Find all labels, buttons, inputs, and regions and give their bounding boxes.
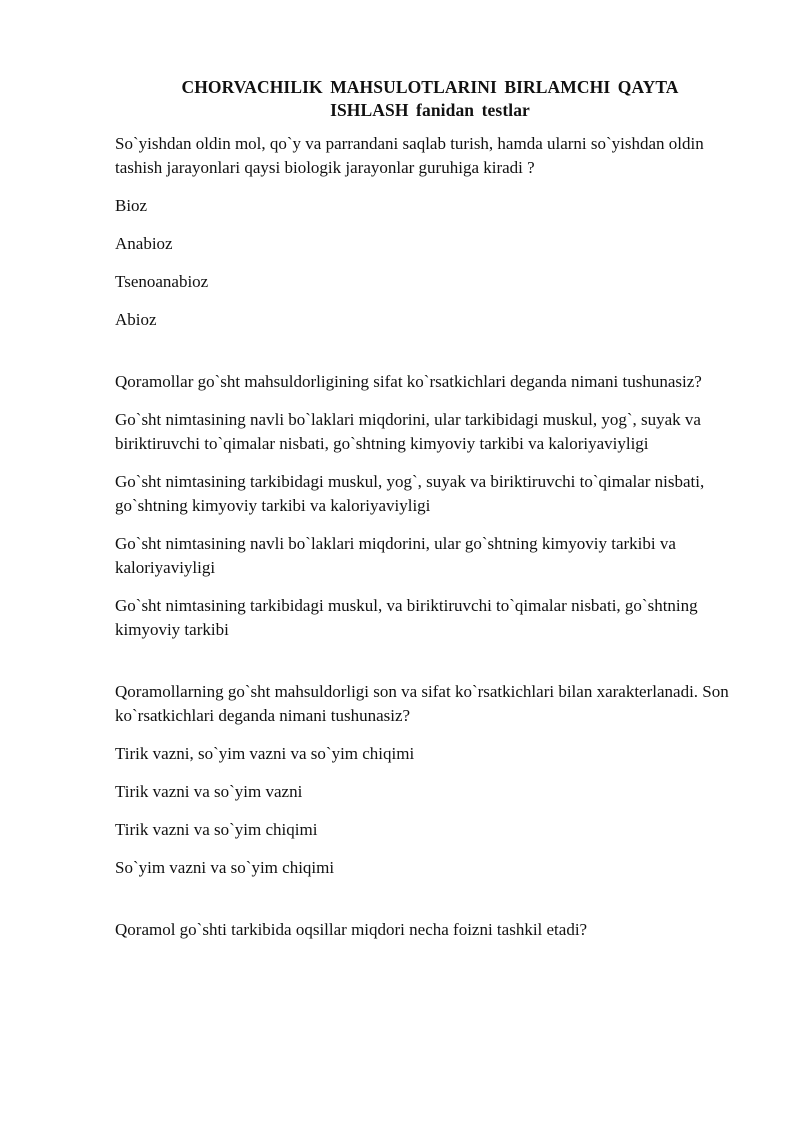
document-page	[115, 76, 745, 956]
title-line-2: ISHLASH fanidan testlar	[330, 100, 530, 120]
document-title	[115, 76, 745, 122]
spacer	[115, 894, 745, 918]
question-text: So`yishdan oldin mol, qo`y va parrandani saqlab turish, hamda ularni so`yishdan oldin tashish jarayonlari qaysi biologik jarayonlar guruhiga kiradi ?	[115, 134, 704, 177]
spacer	[115, 346, 745, 370]
question-text: Qoramol go`shti tarkibida oqsillar miqdori necha foizni tashkil etadi?	[115, 920, 588, 939]
title-line-1: CHORVACHILIK MAHSULOTLARINI BIRLAMCHI QAYTA	[181, 77, 679, 97]
answer-option: Anabioz	[115, 234, 173, 253]
answer-option: Tirik vazni va so`yim chiqimi	[115, 820, 318, 839]
answer-option: Tirik vazni, so`yim vazni va so`yim chiqimi	[115, 744, 415, 763]
question-3	[115, 680, 745, 880]
answer-option: So`yim vazni va so`yim chiqimi	[115, 858, 335, 877]
answer-option: Go`sht nimtasining navli bo`laklari miqdorini, ular go`shtning kimyoviy tarkibi va kaloriyaviyligi	[115, 534, 676, 577]
question-1	[115, 132, 745, 332]
answer-option: Bioz	[115, 196, 148, 215]
answer-option: Go`sht nimtasining navli bo`laklari miqdorini, ular tarkibidagi muskul, yog`, suyak va biriktiruvchi to`qimalar nisbati, go`shtning kimyoviy tarkibi va kaloriyaviyligi	[115, 410, 701, 453]
question-text: Qoramollarning go`sht mahsuldorligi son va sifat ko`rsatkichlari bilan xarakterlanadi. Son ko`rsatkichlari deganda nimani tushunasiz?	[115, 682, 729, 725]
answer-option: Tsenoanabioz	[115, 272, 209, 291]
question-text: Qoramollar go`sht mahsuldorligining sifat ko`rsatkichlari deganda nimani tushunasiz?	[115, 372, 702, 391]
spacer	[115, 656, 745, 680]
question-2	[115, 370, 745, 642]
answer-option: Go`sht nimtasining tarkibidagi muskul, yog`, suyak va biriktiruvchi to`qimalar nisbati, go`shtning kimyoviy tarkibi va kaloriyaviyligi	[115, 472, 705, 515]
question-4	[115, 918, 745, 942]
answer-option: Tirik vazni va so`yim vazni	[115, 782, 303, 801]
answer-option: Abioz	[115, 310, 157, 329]
answer-option: Go`sht nimtasining tarkibidagi muskul, va biriktiruvchi to`qimalar nisbati, go`shtning kimyoviy tarkibi	[115, 596, 698, 639]
